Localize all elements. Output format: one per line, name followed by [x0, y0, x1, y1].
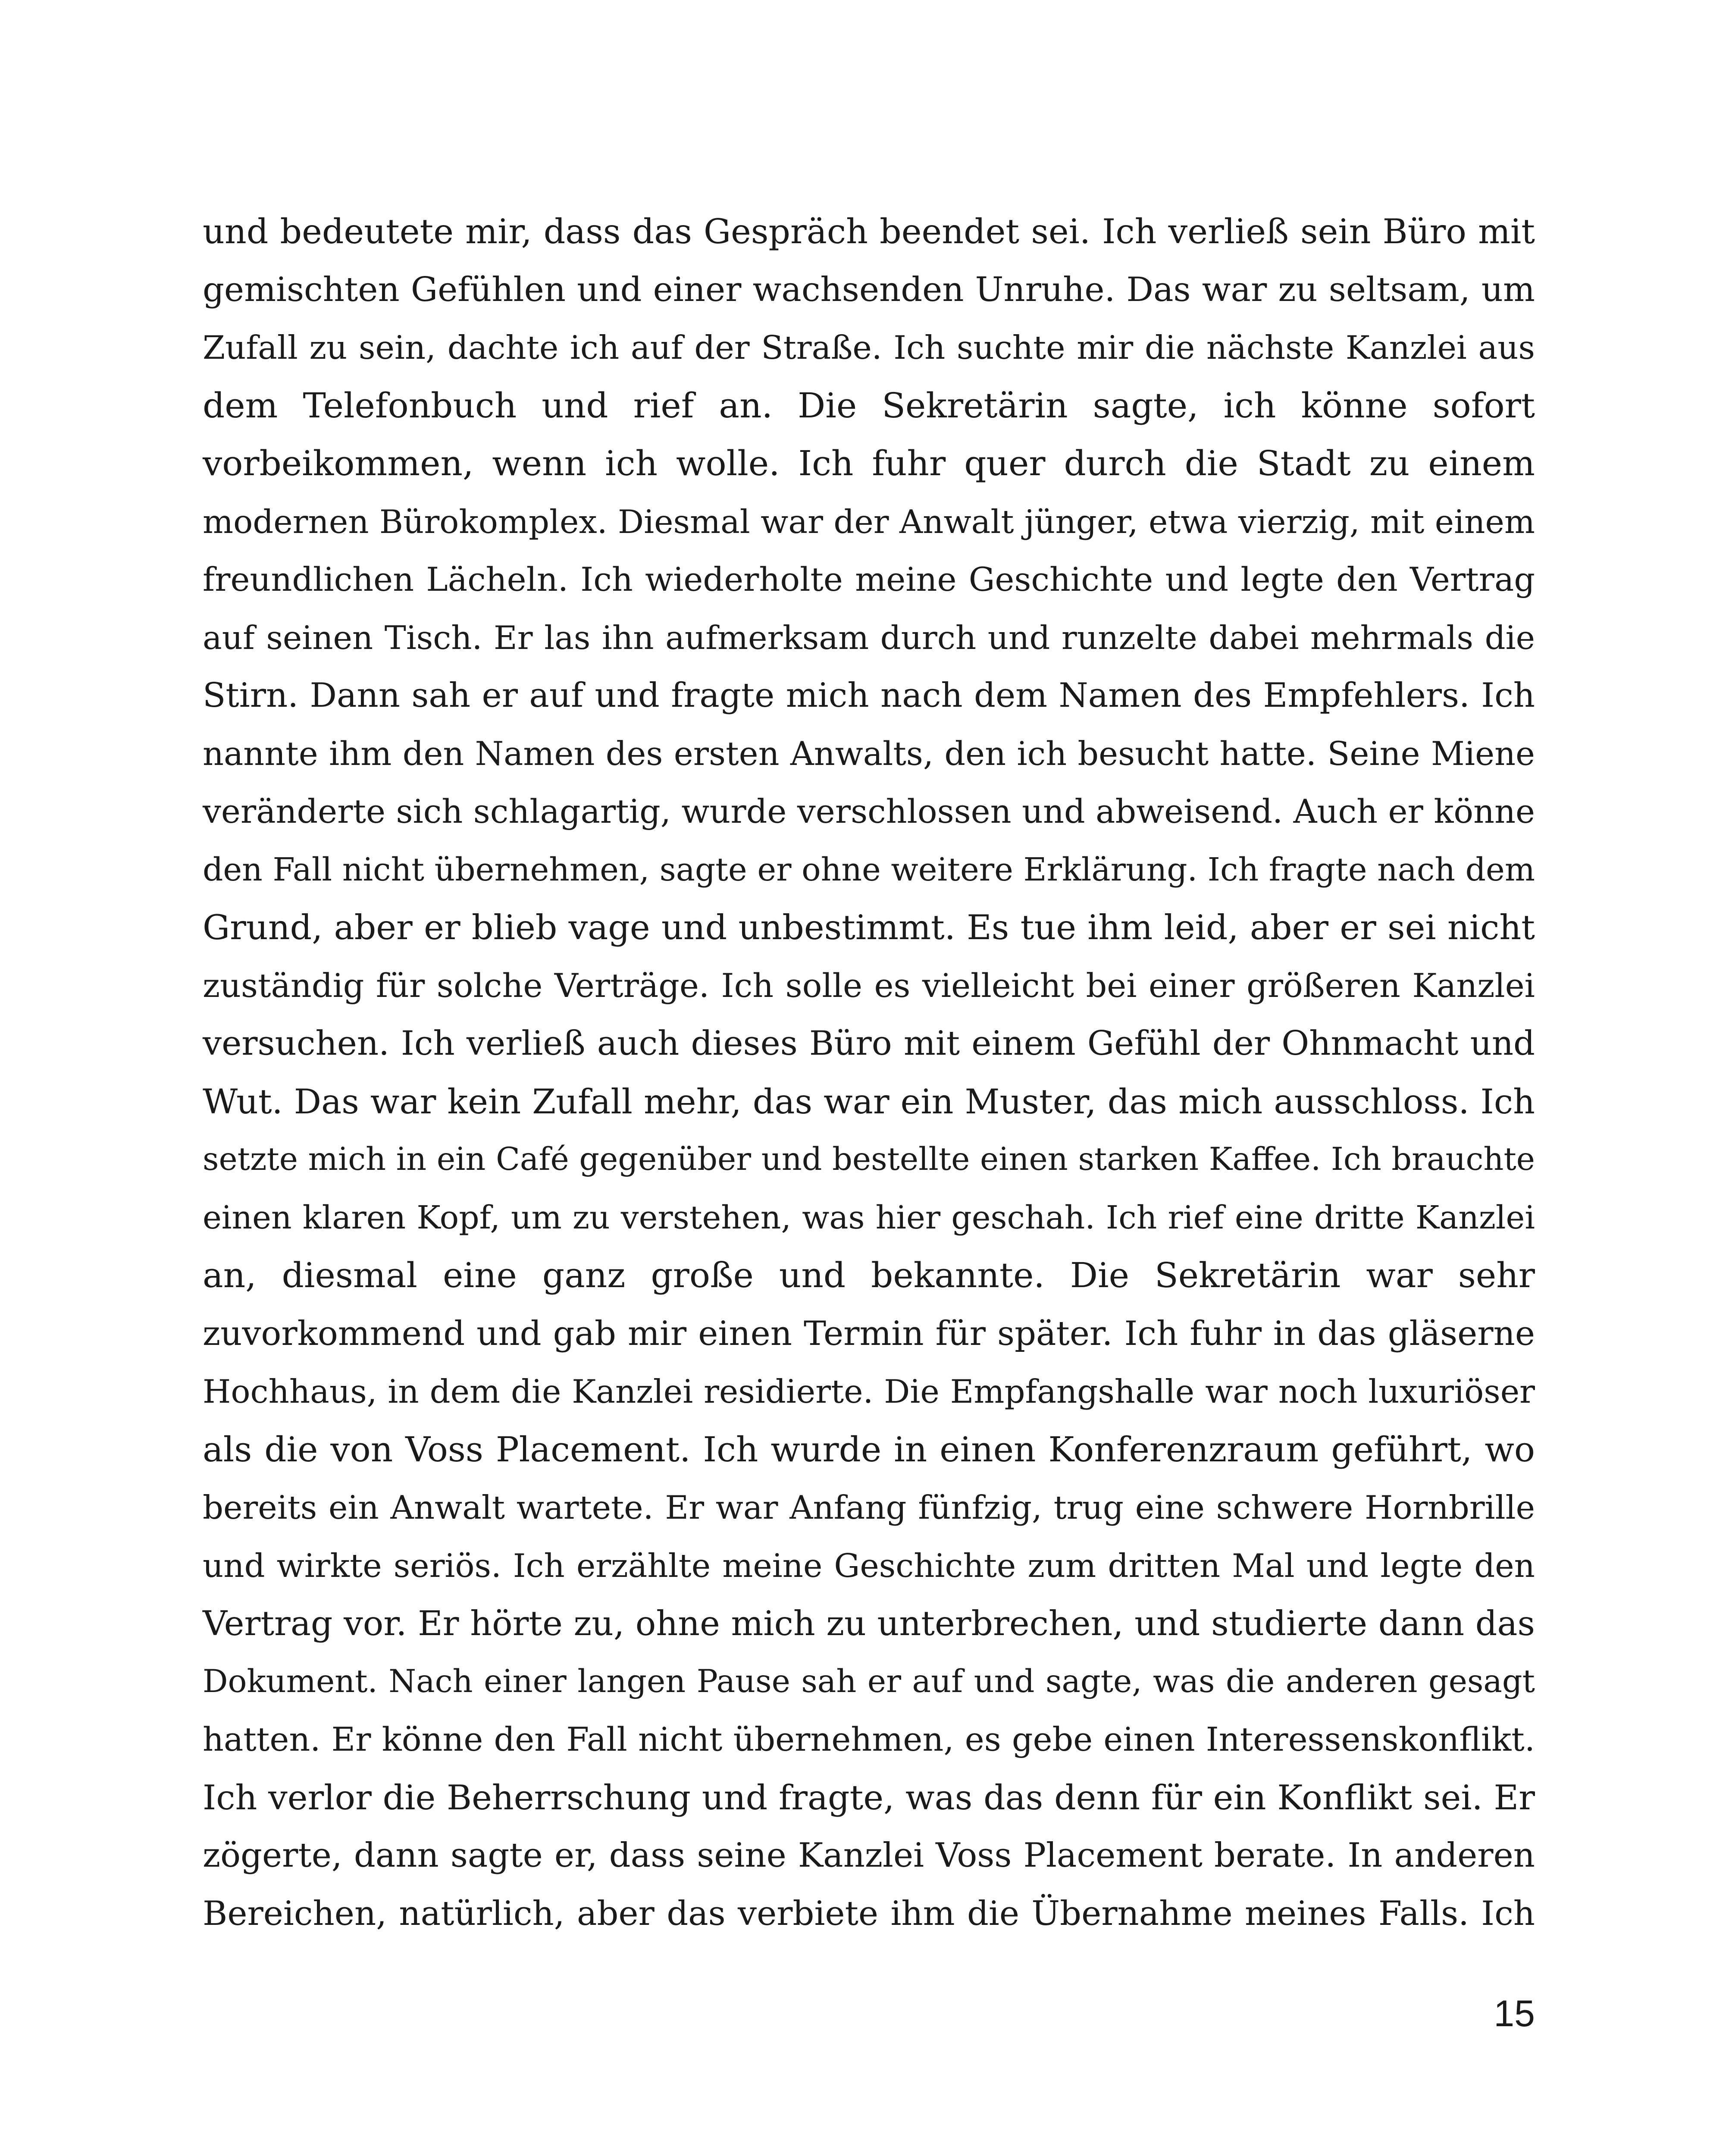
text-line: Ich verlor die Beherrschung und fragte, was das denn für ein Konflikt sei. Er — [203, 1777, 1535, 1818]
text-line: Grund, aber er blieb vage und unbestimmt. Es tue ihm leid, aber er sei nicht — [203, 908, 1535, 947]
text-line: an, diesmal eine ganz große und bekannte. Die Sekretärin war sehr — [203, 1255, 1535, 1295]
text-line: zuvorkommend und gab mir einen Termin für später. Ich fuhr in das gläserne — [203, 1314, 1535, 1353]
text-line: modernen Bürokomplex. Diesmal war der Anwalt jünger, etwa vierzig, mit einem — [203, 502, 1535, 541]
text-line: und wirkte seriös. Ich erzählte meine Geschichte zum dritten Mal und legte den — [203, 1546, 1535, 1585]
text-line: den Fall nicht übernehmen, sagte er ohne weitere Erklärung. Ich fragte nach dem — [203, 851, 1535, 888]
text-line: vorbeikommen, wenn ich wolle. Ich fuhr quer durch die Stadt zu einem — [203, 443, 1535, 483]
text-line: nannte ihm den Namen des ersten Anwalts, den ich besucht hatte. Seine Miene — [203, 734, 1535, 773]
text-line: als die von Voss Placement. Ich wurde in einen Konferenzraum geführt, wo — [203, 1429, 1535, 1470]
text-line: Bereichen, natürlich, aber das verbiete ihm die Übernahme meines Falls. Ich — [203, 1894, 1535, 1933]
text-line: zuständig für solche Verträge. Ich solle es vielleicht bei einer größeren Kanzlei — [203, 966, 1535, 1005]
text-line: versuchen. Ich verließ auch dieses Büro mit einem Gefühl der Ohnmacht und — [203, 1024, 1535, 1063]
text-line: veränderte sich schlagartig, wurde verschlossen und abweisend. Auch er könne — [203, 792, 1535, 830]
text-line: Stirn. Dann sah er auf und fragte mich nach dem Namen des Empfehlers. Ich — [203, 676, 1535, 715]
text-line: Hochhaus, in dem die Kanzlei residierte. Die Empfangshalle war noch luxuriöser — [203, 1373, 1535, 1410]
page-number: 15 — [1494, 1993, 1535, 2034]
text-line: setzte mich in ein Café gegenüber und bestellte einen starken Kaffee. Ich brauchte — [203, 1141, 1535, 1178]
text-line: gemischten Gefühlen und einer wachsenden Unruhe. Das war zu seltsam, um — [203, 270, 1535, 309]
text-line: hatten. Er könne den Fall nicht übernehmen, es gebe einen Interessenskonflikt. — [203, 1720, 1535, 1758]
text-line: bereits ein Anwalt wartete. Er war Anfang fünfzig, trug eine schwere Hornbrille — [203, 1489, 1535, 1526]
text-line: Dokument. Nach einer langen Pause sah er auf und sagte, was die anderen gesagt — [203, 1663, 1535, 1700]
text-line: und bedeutete mir, dass das Gespräch beendet sei. Ich verließ sein Büro mit — [203, 212, 1535, 251]
text-line: auf seinen Tisch. Er las ihn aufmerksam durch und runzelte dabei mehrmals die — [203, 618, 1535, 657]
text-line: dem Telefonbuch und rief an. Die Sekretärin sagte, ich könne sofort — [203, 385, 1535, 426]
text-line: Wut. Das war kein Zufall mehr, das war ein Muster, das mich ausschloss. Ich — [203, 1081, 1535, 1122]
text-line: zögerte, dann sagte er, dass seine Kanzlei Voss Placement berate. In anderen — [203, 1836, 1535, 1875]
text-line: Zufall zu sein, dachte ich auf der Straße. Ich suchte mir die nächste Kanzlei aus — [203, 329, 1535, 367]
text-line: Vertrag vor. Er hörte zu, ohne mich zu unterbrechen, und studierte dann das — [203, 1604, 1535, 1643]
body-text — [203, 203, 1535, 1943]
text-line: freundlichen Lächeln. Ich wiederholte meine Geschichte und legte den Vertrag — [203, 560, 1535, 599]
text-line: einen klaren Kopf, um zu verstehen, was hier geschah. Ich rief eine dritte Kanzlei — [203, 1199, 1535, 1236]
